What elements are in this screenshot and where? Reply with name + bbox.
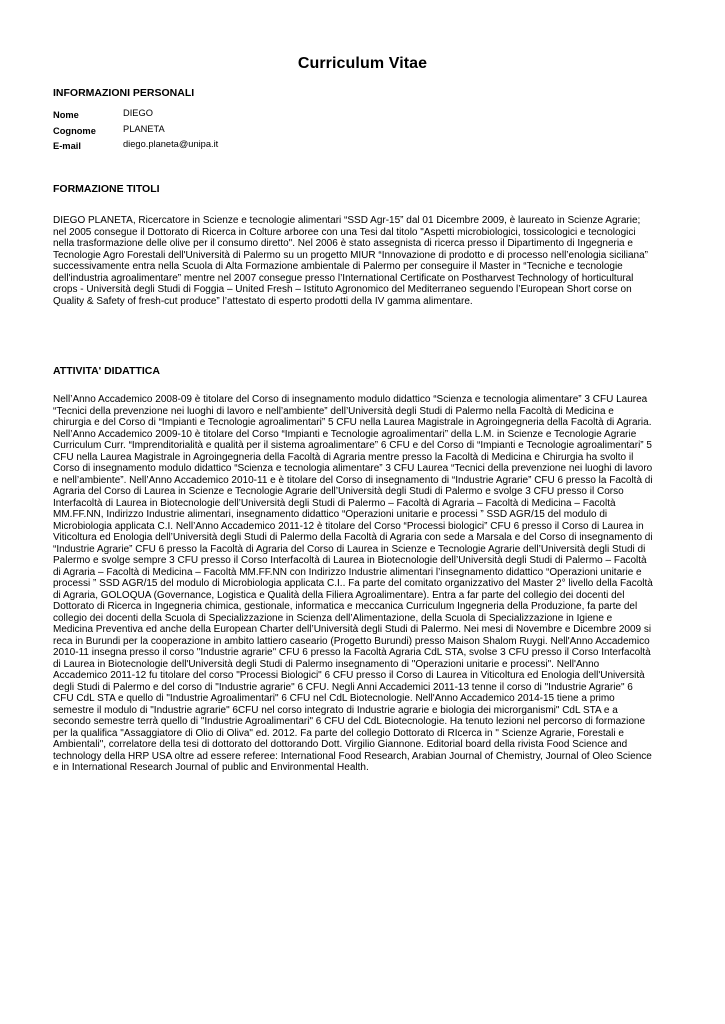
personal-info-heading: INFORMAZIONI PERSONALI (53, 87, 195, 99)
info-label-email: E-mail (53, 141, 81, 151)
attivita-heading: ATTIVITA' DIDATTICA (53, 365, 160, 377)
info-label-surname: Cognome (53, 125, 96, 136)
info-value-surname: PLANETA (123, 123, 165, 134)
info-value-email: diego.planeta@unipa.it (123, 139, 219, 149)
formazione-paragraph: DIEGO PLANETA, Ricercatore in Scienze e tecnologie alimentari “SSD Agr-15” dal 01 Dicembre 2009, è laureato in Scienze Agrarie; nel 2005 consegue il Dottorato di Ricerca in Colture arboree con una Tesi dal titolo "Aspetti microbiologici, tossicologici e tecnologici nella trasformazione delle olive per il consumo diretto". Nel 2006 è stato assegnista di ricerca presso il Dipartimento di Ingegneria e Tecnologie Agro Forestali dell'Università di Palermo su un progetto MIUR “Innovazione di prodotto e di processo nell’enologia siciliana” successivamente entra nella Scuola di Alta Formazione ambientale di Palermo per conseguire il Master in “Tecniche e tecnologie dell'industria agroalimentare” mentre nel 2007 consegue presso l’International Certificate on Postharvest Technology of horticultural crops - Università degli Studi di Foggia – United Fresh – Istituto Agronomico del Mediterraneo seguendo l’European Short corse on Quality & Safety of fresh-cut produce” l’attestato di esperto prodotti della IV gamma alimentare. (53, 215, 649, 307)
attivita-paragraph: Nell’Anno Accademico 2008-09 è titolare del Corso di insegnamento modulo didattico “Scienza e tecnologia alimentare” 3 CFU Laurea “Tecnici della prevenzione nei luoghi di lavoro e nell’ambiente” dell’Università degli Studi di Palermo nella Facoltà di Medicina e chirurgia e del Corso di “Impianti e Tecnologie agroalimentari” 5 CFU nella Laurea Magistrale in Agroingegneria della Facoltà di Agraria. Nell’Anno Accademico 2009-10 è titolare del Corso “Impianti e Tecnologie agroalimentari” della L.M. in Scienze e Tecnologie Agrarie Curriculum Curr. “Imprenditorialità e qualità per il sistema agroalimentare” 6 CFU e del Corso di “Impianti e Tecnologie agroalimentari” 5 CFU nella Laurea Magistrale in Agroingegneria della Facoltà di Agraria mentre presso la Facoltà di Medicina e Chirurgia ha svolto il Corso di insegnamento modulo didattico “Scienza e tecnologia alimentare” 3 CFU Laurea “Tecnici della prevenzione nei luoghi di lavoro e nell’ambiente”. Nell’Anno Accademico 2010-11 e è titolare del Corso di insegnamento di “Industrie Agrarie” CFU 6 presso la Facoltà di Agraria del Corso di Laurea in Scienze e Tecnologie Agrarie dell’Università degli Studi di Palermo e svolge 3 CFU presso il Corso Interfacoltà di Laurea in Biotecnologie dell’Università degli Studi di Palermo – Facoltà di Agraria – Facoltà di Medicina – Facoltà MM.FF.NN, Indirizzo Industrie alimentari, insegnamento didattico “Operazioni unitarie e processi ” SSD AGR/15 del modulo di Microbiologia applicata C.I. Nell’Anno Accademico 2011-12 è titolare del Corso “Processi biologici” CFU 6 presso il Corso di Laurea in Viticoltura ed Enologia dell’Università degli Studi di Palermo della Facoltà di Agraria con sede a Marsala e del Corso di insegnamento di “Industrie Agrarie” CFU 6 presso la Facoltà di Agraria del Corso di Laurea in Scienze e Tecnologie Agrarie dell’Università degli Studi di Palermo e svolge sempre 3 CFU presso il Corso Interfacoltà di Laurea in Biotecnologie dell’Università degli Studi di Palermo – Facoltà di Agraria – Facoltà di Medicina – Facoltà MM.FF.NN con Indirizzo Industrie alimentari l’insegnamento didattico “Operazioni unitarie e processi ” SSD AGR/15 del modulo di Microbiologia applicata C.I.. Fa parte del comitato organizzativo del Master 2° livello della Facoltà di Agraria, GOLOQUA (Governance, Logistica e Qualità della Filiera Agroalimentare). Entra a far parte del collegio dei docenti del Dottorato di Ricerca in Ingegneria chimica, gestionale, informatica e meccanica Curriculum Ingegneria della Produzione, fa parte del collegio dei docenti della Scuola di Specializzazione in Scienza dell’Alimentazione, della Scuola di Specializzazione in Igiene e Medicina Preventiva ed anche della European Charter dell’Università degli Studi di Palermo. Nei mesi di Novembre e Dicembre 2009 si reca in Burundi per la cooperazione in ambito lattiero caseario (Progetto Burundi) presso Maison Shalom Ruygi. Nell'Anno Accademico 2010-11 insegna presso il corso "Industrie agrarie" CFU 6 presso la Facoltà Agraria CdL STA, svolse 3 CFU presso il Corso Interfacoltà di Laurea in Biotecnologie dell'Università degli Studi di Palermo insegnamento di "Operazioni unitarie e processi". Nell'Anno Accademico 2011-12 fu titolare del corso "Processi Biologici" 6 CFU presso il Corso di Laurea in Viticoltura ed Enologia dell'Università degli Studi di Palermo e del corso di "Industrie agrarie" 6 CFU. Negli Anni Accademici 2011-13 tenne il corso di "Industrie Agrarie" 6 CFU CdL STA e quello di "Industrie Agroalimentari" 6 CFU nel CdL Biotecnologie. Nell'Anno Accademico 2014-15 tiene a primo semestre il modulo di "Industrie agrarie" 6CFU nel corso integrato di Industrie agrarie e biologia dei microrganismi" CdL STA e a secondo semestre terrà quello di "Industrie Agroalimentari" 6 CFU del CdL Biotecnologie. Ha tenuto lezioni nel percorso di formazione per la qualifica "Assaggiatore di Olio di Oliva" ed. 2012. Fa parte del collegio Dottorato di RIcerca in " Scienze Agrarie, Forestali e Ambientali", correlatore della tesi di dottorato del dottorando Dott. Virgilio Giannone. Editorial board della rivista Food Science and technology della HRP USA oltre ad essere referee: International Food Research, Arabian Journal of Chemistry, Journal of Oleo Science e in International Research Journal of public and Environmental Health. (53, 394, 653, 773)
info-label-name: Nome (53, 110, 79, 120)
formazione-heading: FORMAZIONE TITOLI (53, 183, 160, 195)
info-value-name: DIEGO (123, 108, 153, 118)
document-title: Curriculum Vitae (297, 55, 428, 72)
